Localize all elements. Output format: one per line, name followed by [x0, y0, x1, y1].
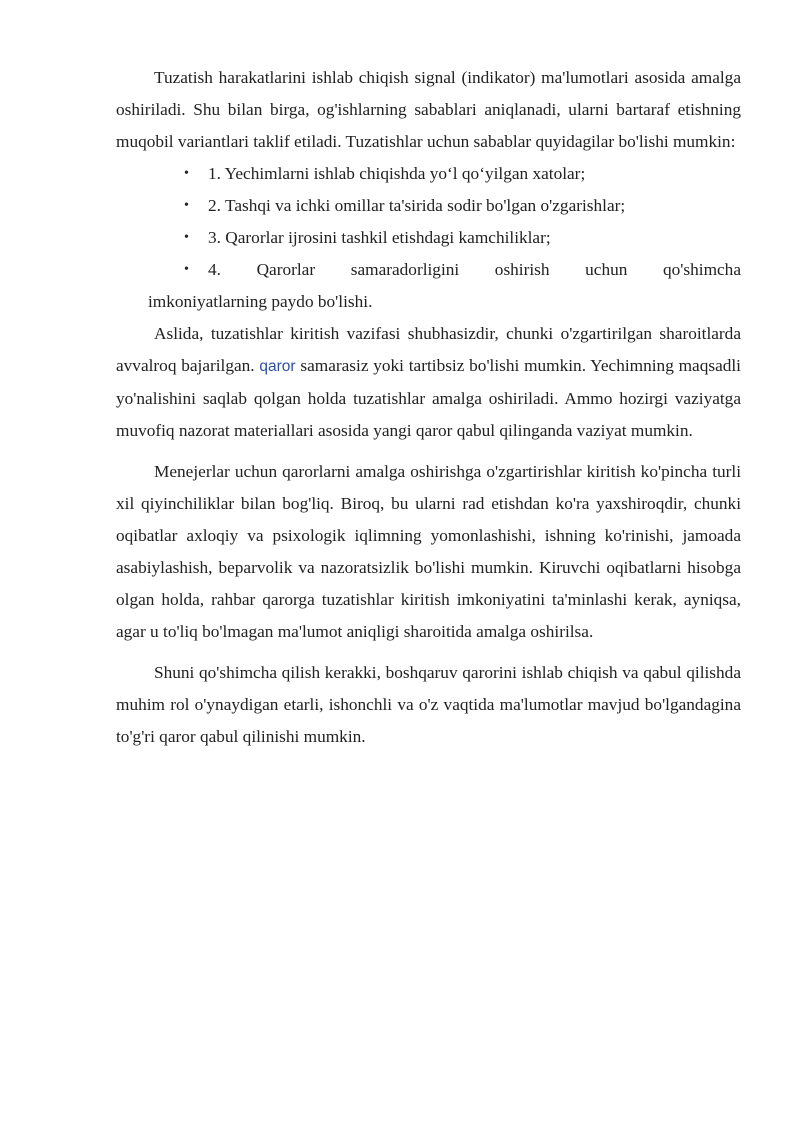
reasons-list — [116, 158, 741, 318]
paragraph-text: Aslida, tuzatishlar kiritish vazifasi shubhasizdir, chunki o'zgartirilgan sharoitlarda avvalroq bajarilgan. — [116, 324, 741, 375]
bullet-icon: • — [184, 262, 189, 277]
paragraph-managers: Menejerlar uchun qarorlarni amalga oshirishga o'zgartirishlar kiritish ko'pincha turli xil qiyinchiliklar bilan bog'liq. Biroq, bu ularni rad etishdan ko'ra yaxshiroqdir, chunki oqibatlar axloqiy va psixologik iqlimning yomonlashishi, ishning ko'rinishi, jamoada asabiylashish, beparvolik va nazoratsizlik bo'lishi mumkin. Kiruvchi oqibatlarni hisobga olgan holda, rahbar qarorga tuzatishlar kiritish imkoniyatini ta'minlashi kerak, ayniqsa, agar u to'liq bo'lmagan ma'lumot aniqligi sharoitida amalga oshirilsa. — [116, 462, 741, 641]
list-item — [116, 190, 741, 222]
list-item-text: 1. Yechimlarni ishlab chiqishda yo‘l qo‘yilgan xatolar; — [208, 164, 586, 183]
list-item-text: 3. Qarorlar ijrosini tashkil etishdagi kamchiliklar; — [208, 228, 551, 247]
list-item-text: 4. Qarorlar samaradorligini oshirish uchun qo'shimcha — [208, 260, 741, 279]
list-item-text: 2. Tashqi va ichki omillar ta'sirida sodir bo'lgan o'zgarishlar; — [208, 196, 626, 215]
paragraph-corrections — [116, 318, 741, 447]
list-item — [116, 158, 741, 190]
list-item-continuation: imkoniyatlarning paydo bo'lishi. — [148, 292, 373, 311]
bullet-icon: • — [184, 166, 189, 181]
list-item — [116, 222, 741, 254]
paragraph-conclusion: Shuni qo'shimcha qilish kerakki, boshqaruv qarorini ishlab chiqish va qabul qilishda muhim rol o'ynaydigan etarli, ishonchli va o'z vaqtida ma'lumotlar mavjud bo'lgandagina to'g'ri qaror qabul qilinishi mumkin. — [116, 663, 741, 746]
paragraph-text: samarasiz yoki tartibsiz bo'lishi mumkin. Yechimning maqsadli yo'nalishini saqlab qolgan holda tuzatishlar amalga oshiriladi. Ammo hozirgi vaziyatga muvofiq nazorat materiallari asosida yangi qaror qabul qilinganda vaziyat mumkin. — [116, 356, 741, 440]
bullet-icon: • — [184, 230, 189, 245]
bullet-icon: • — [184, 198, 189, 213]
document-page — [116, 62, 741, 753]
paragraph-intro: Tuzatish harakatlarini ishlab chiqish signal (indikator) ma'lumotlari asosida amalga oshiriladi. Shu bilan birga, og'ishlarning sabablari aniqlanadi, ularni bartaraf etishning muqobil variantlari taklif etiladi. Tuzatishlar uchun sabablar quyidagilar bo'lishi mumkin: — [116, 68, 741, 151]
list-item — [116, 254, 741, 318]
qaror-link[interactable]: qaror — [259, 358, 296, 375]
